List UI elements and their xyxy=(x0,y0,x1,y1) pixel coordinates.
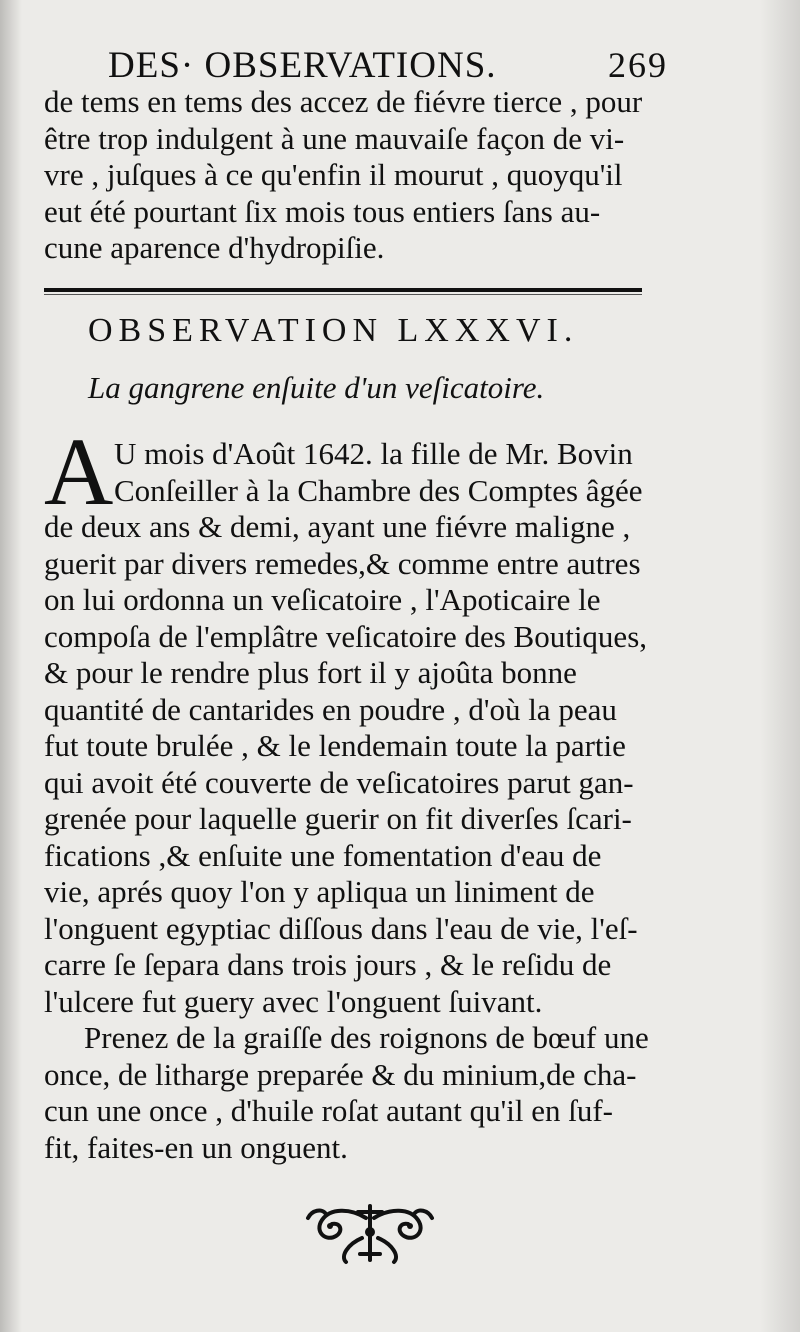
observation-body xyxy=(44,436,649,1166)
text-line: fications ,& enſuite une fomentation d'eau de xyxy=(44,837,602,873)
text-line: qui avoit été couverte de veſicatoires parut gan- xyxy=(44,764,634,800)
text-line: Conſeiller à la Chambre des Comptes âgée xyxy=(114,472,643,508)
text-line: eut été pourtant ſix mois tous entiers ſans au- xyxy=(44,193,601,229)
text-line: compoſa de l'emplâtre veſicatoire des Boutiques, xyxy=(44,618,648,654)
text-line: carre ſe ſepara dans trois jours , & le reſidu de xyxy=(44,947,612,982)
text-line: fut toute brulée , & le lendemain toute la partie xyxy=(44,728,626,763)
observation-subtitle: La gangrene enſuite d'un veſicatoire. xyxy=(88,370,545,405)
text-line: U mois d'Août 1642. la fille de Mr. Bovin xyxy=(114,436,633,471)
text-line: de tems en tems des accez de fiévre tierce , pour xyxy=(44,84,643,119)
text-line: quantité de cantarides en poudre , d'où la peau xyxy=(44,691,617,727)
drop-cap: A xyxy=(44,418,114,525)
section-divider-rule-thin xyxy=(44,294,642,295)
text-line: cun une once , d'huile roſat autant qu'il en ſuf- xyxy=(44,1093,613,1128)
fleuron-ornament-icon xyxy=(300,1198,440,1268)
text-line: on lui ordonna un veſicatoire , l'Apoticaire le xyxy=(44,582,601,617)
text-line: l'onguent egyptiac diſſous dans l'eau de vie, l'eſ- xyxy=(44,910,638,946)
running-title: DES· OBSERVATIONS. xyxy=(108,45,497,86)
continuation-paragraph xyxy=(44,84,642,267)
section-divider-rule xyxy=(44,288,642,292)
page-edge-shadow-left xyxy=(0,0,22,1332)
text-line: de deux ans & demi, ayant une fiévre maligne , xyxy=(44,509,631,544)
page-edge-shadow-right xyxy=(760,0,800,1332)
text-line: & pour le rendre plus fort il y ajoûta bonne xyxy=(44,655,577,690)
observation-title: OBSERVATION LXXXVI. xyxy=(88,312,579,349)
text-line: once, de litharge preparée & du minium,de cha- xyxy=(44,1056,637,1092)
text-line: grenée pour laquelle guerir on fit diverſes ſcari- xyxy=(44,801,632,836)
text-line: cune aparence d'hydropiſie. xyxy=(44,230,385,265)
text-line: être trop indulgent à une mauvaiſe façon de vi- xyxy=(44,120,625,156)
text-line: l'ulcere fut guery avec l'onguent ſuivant. xyxy=(44,983,543,1019)
text-line: vre , juſques à ce qu'enfin il mourut , quoyqu'il xyxy=(44,157,623,192)
text-line: guerit par divers remedes,& comme entre autres xyxy=(44,545,641,581)
text-line: vie, aprés quoy l'on y apliqua un liniment de xyxy=(44,874,595,909)
page-number: 269 xyxy=(608,45,668,85)
text-line: Prenez de la graiſſe des roignons de bœuf une xyxy=(84,1020,649,1055)
text-line: fit, faites-en un onguent. xyxy=(44,1129,348,1165)
